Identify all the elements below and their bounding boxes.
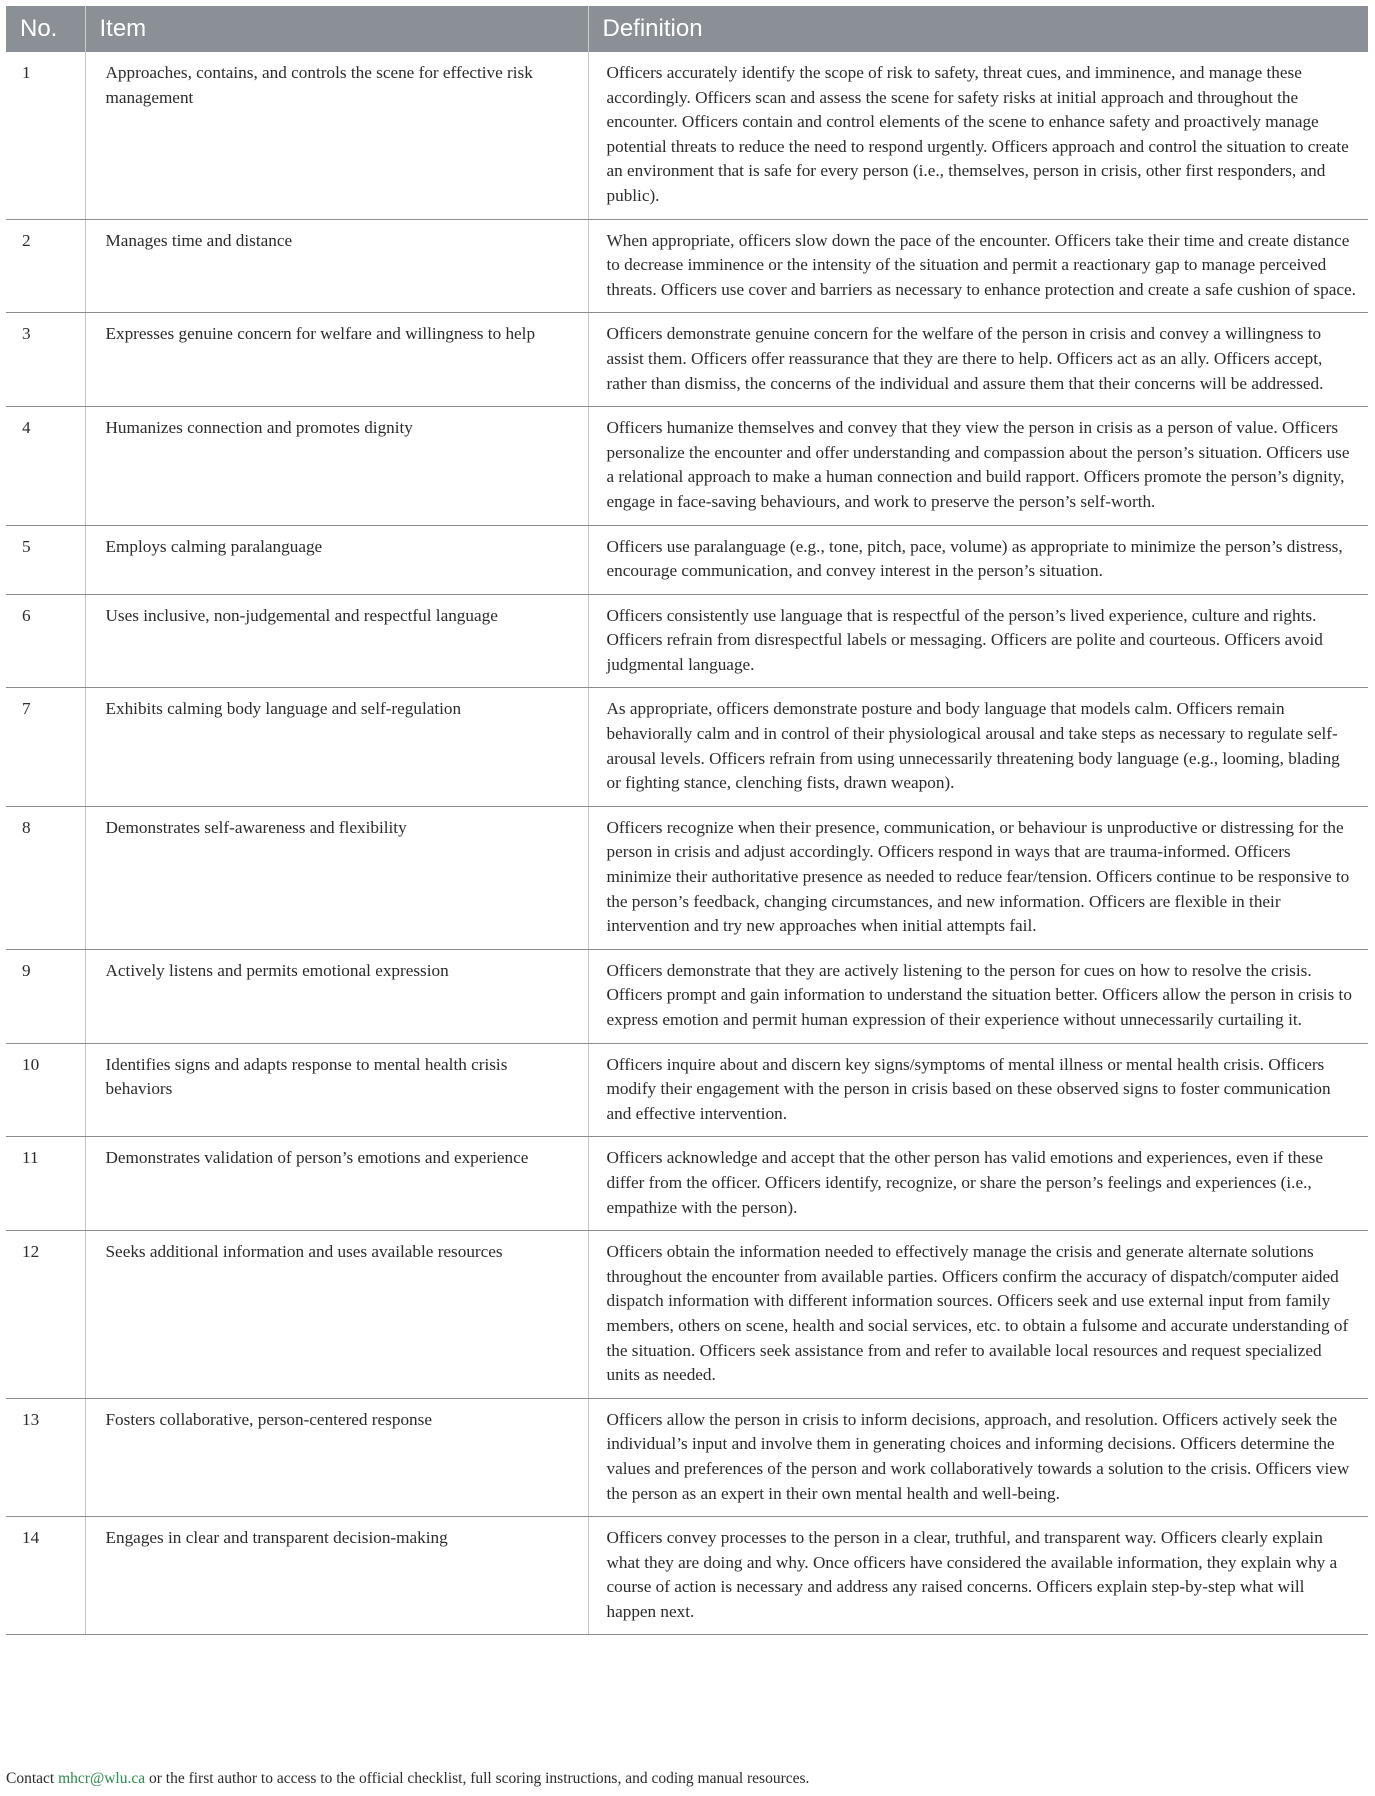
cell-definition: Officers acknowledge and accept that the other person has valid emotions and experiences, even if these differ from the officer. Officers identify, recognize, or share the person’s feelings and experiences (i.e., empathize with the person). — [588, 1137, 1368, 1231]
cell-item: Exhibits calming body language and self-regulation — [85, 688, 588, 806]
cell-item: Engages in clear and transparent decision-making — [85, 1517, 588, 1635]
contact-email-link[interactable]: mhcr@wlu.ca — [58, 1770, 146, 1787]
cell-definition: Officers recognize when their presence, communication, or behaviour is unproductive or distressing for the person in crisis and adjust accordingly. Officers respond in ways that are trauma-informed. Officers minimize their authoritative presence as needed to reduce fear/tension. Officers continue to be responsive to the person’s feedback, changing circumstances, and new information. Officers are flexible in their intervention and try new approaches when initial attempts fail. — [588, 806, 1368, 949]
cell-item: Demonstrates self-awareness and flexibility — [85, 806, 588, 949]
cell-definition: Officers consistently use language that is respectful of the person’s lived experience, culture and rights. Officers refrain from disrespectful labels or messaging. Officers are polite and courteous. Officers avoid judgmental language. — [588, 594, 1368, 688]
table-row — [6, 806, 1368, 949]
cell-definition: Officers inquire about and discern key signs/symptoms of mental illness or mental health crisis. Officers modify their engagement with the person in crisis based on these observed signs to foster communication and effective intervention. — [588, 1043, 1368, 1137]
cell-definition: When appropriate, officers slow down the pace of the encounter. Officers take their time and create distance to decrease imminence or the intensity of the situation and permit a reactionary gap to manage perceived threats. Officers use cover and barriers as necessary to enhance protection and create a safe cushion of space. — [588, 219, 1368, 313]
header-item: Item — [85, 6, 588, 52]
cell-definition: Officers humanize themselves and convey that they view the person in crisis as a person of value. Officers personalize the encounter and offer understanding and compassion about the person’s situation. Officers use a relational approach to make a human connection and build rapport. Officers promote the person’s dignity, engage in face-saving behaviours, and work to preserve the person’s self-worth. — [588, 407, 1368, 525]
header-row — [6, 6, 1368, 52]
cell-no: 8 — [6, 806, 85, 949]
cell-definition: Officers convey processes to the person in a clear, truthful, and transparent way. Officers clearly explain what they are doing and why. Once officers have considered the available information, they explain why a course of action is necessary and address any raised concerns. Officers explain step-by-step what will happen next. — [588, 1517, 1368, 1635]
table-row — [6, 1043, 1368, 1137]
footnote-prefix: Contact — [6, 1770, 59, 1787]
cell-item: Manages time and distance — [85, 219, 588, 313]
cell-no: 1 — [6, 52, 85, 219]
header-no: No. — [6, 6, 85, 52]
table-header — [6, 6, 1368, 52]
definitions-table-container — [6, 6, 1368, 1635]
header-definition: Definition — [588, 6, 1368, 52]
table-row — [6, 1517, 1368, 1635]
table-row — [6, 949, 1368, 1043]
cell-item: Expresses genuine concern for welfare and willingness to help — [85, 313, 588, 407]
cell-no: 12 — [6, 1231, 85, 1399]
table-row — [6, 525, 1368, 594]
cell-item: Seeks additional information and uses available resources — [85, 1231, 588, 1399]
cell-no: 14 — [6, 1517, 85, 1635]
cell-item: Fosters collaborative, person-centered response — [85, 1398, 588, 1516]
footnote-suffix: or the first author to access to the official checklist, full scoring instructions, and coding manual resources. — [145, 1770, 810, 1787]
cell-definition: Officers obtain the information needed to effectively manage the crisis and generate alternate solutions throughout the encounter from available parties. Officers confirm the accuracy of dispatch/computer aided dispatch information with different information sources. Officers seek and use external input from family members, others on scene, health and social services, etc. to obtain a fulsome and accurate understanding of the situation. Officers seek assistance from and refer to available local resources and request specialized units as needed. — [588, 1231, 1368, 1399]
cell-item: Identifies signs and adapts response to mental health crisis behaviors — [85, 1043, 588, 1137]
cell-item: Humanizes connection and promotes dignity — [85, 407, 588, 525]
cell-item: Actively listens and permits emotional expression — [85, 949, 588, 1043]
table-body — [6, 52, 1368, 1635]
cell-item: Uses inclusive, non-judgemental and respectful language — [85, 594, 588, 688]
cell-no: 3 — [6, 313, 85, 407]
table-row — [6, 52, 1368, 219]
table-row — [6, 1398, 1368, 1516]
table-row — [6, 594, 1368, 688]
table-row — [6, 1231, 1368, 1399]
table-row — [6, 313, 1368, 407]
cell-definition: As appropriate, officers demonstrate posture and body language that models calm. Officers remain behaviorally calm and in control of their physiological arousal and take steps as necessary to regulate self-arousal levels. Officers refrain from using unnecessarily threatening body language (e.g., looming, blading or fighting stance, clenching fists, drawn weapon). — [588, 688, 1368, 806]
cell-no: 9 — [6, 949, 85, 1043]
table-row — [6, 688, 1368, 806]
cell-definition: Officers accurately identify the scope of risk to safety, threat cues, and imminence, and manage these accordingly. Officers scan and assess the scene for safety risks at initial approach and throughout the encounter. Officers contain and control elements of the scene to enhance safety and proactively manage potential threats to reduce the need to respond urgently. Officers approach and control the situation to create an environment that is safe for every person (i.e., themselves, person in crisis, other first responders, and public). — [588, 52, 1368, 219]
cell-item: Demonstrates validation of person’s emotions and experience — [85, 1137, 588, 1231]
cell-definition: Officers demonstrate genuine concern for the welfare of the person in crisis and convey a willingness to assist them. Officers offer reassurance that they are there to help. Officers act as an ally. Officers accept, rather than dismiss, the concerns of the individual and assure them that their concerns will be addressed. — [588, 313, 1368, 407]
table-row — [6, 219, 1368, 313]
table-footnote — [6, 1770, 809, 1788]
table-row — [6, 407, 1368, 525]
cell-no: 11 — [6, 1137, 85, 1231]
cell-definition: Officers allow the person in crisis to inform decisions, approach, and resolution. Officers actively seek the individual’s input and involve them in generating choices and informing decisions. Officers determine the values and preferences of the person and work collaboratively towards a solution to the crisis. Officers view the person as an expert in their own mental health and well-being. — [588, 1398, 1368, 1516]
cell-no: 6 — [6, 594, 85, 688]
cell-no: 13 — [6, 1398, 85, 1516]
cell-no: 10 — [6, 1043, 85, 1137]
cell-definition: Officers demonstrate that they are actively listening to the person for cues on how to resolve the crisis. Officers prompt and gain information to understand the situation better. Officers allow the person in crisis to express emotion and permit human expression of their experience without unnecessarily curtailing it. — [588, 949, 1368, 1043]
cell-no: 2 — [6, 219, 85, 313]
cell-definition: Officers use paralanguage (e.g., tone, pitch, pace, volume) as appropriate to minimize the person’s distress, encourage communication, and convey interest in the person’s situation. — [588, 525, 1368, 594]
definitions-table — [6, 6, 1368, 1635]
cell-item: Employs calming paralanguage — [85, 525, 588, 594]
cell-no: 7 — [6, 688, 85, 806]
table-row — [6, 1137, 1368, 1231]
cell-no: 4 — [6, 407, 85, 525]
cell-no: 5 — [6, 525, 85, 594]
cell-item: Approaches, contains, and controls the scene for effective risk management — [85, 52, 588, 219]
